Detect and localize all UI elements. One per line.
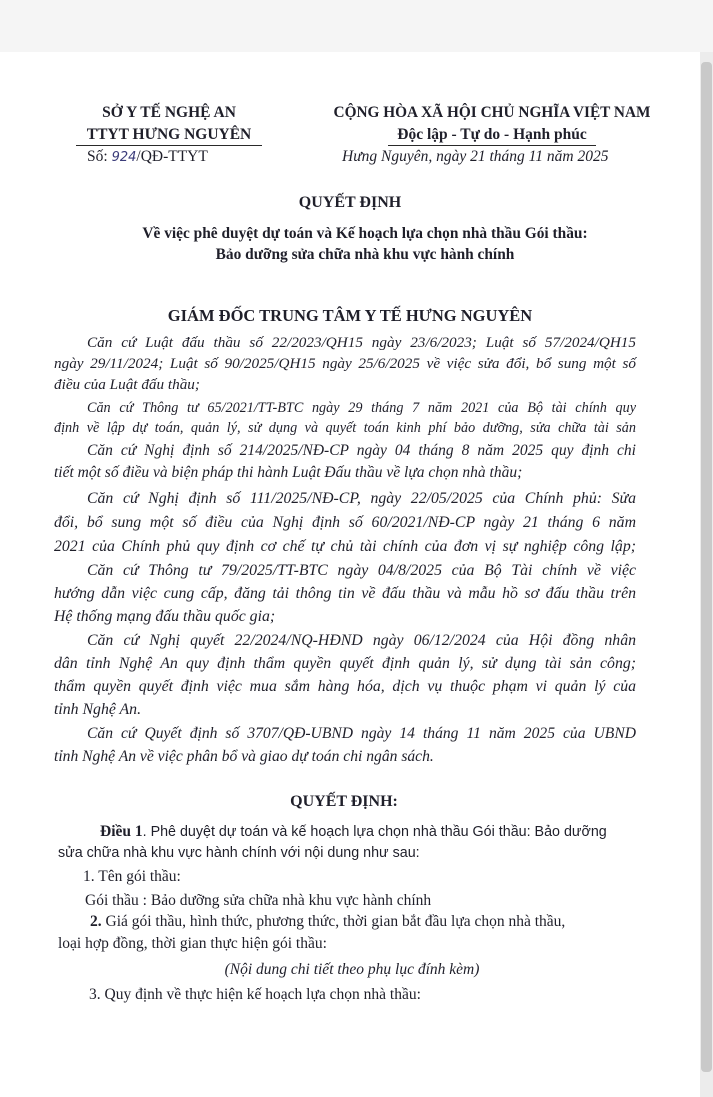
basis-line: thẩm quyền quyết định việc mua sắm hàng hóa, dịch vụ thuộc phạm vi quản lý của: [54, 678, 636, 695]
org-name: TTYT HƯNG NGUYÊN: [86, 126, 252, 143]
document-page: [0, 52, 700, 1097]
basis-line: Căn cứ Nghị quyết 22/2024/NQ-HĐND ngày 06/12/2024 của Hội đồng nhân: [87, 632, 636, 649]
place-date: Hưng Nguyên, ngày 21 tháng 11 năm 2025: [342, 148, 609, 165]
item-2-note: (Nội dung chi tiết theo phụ lục đính kèm): [224, 961, 480, 978]
decision-body-heading: QUYẾT ĐỊNH:: [290, 793, 398, 810]
basis-line: Căn cứ Nghị định số 214/2025/NĐ-CP ngày 04 tháng 8 năm 2025 quy định chi: [87, 442, 636, 459]
basis-line: tỉnh Nghệ An về việc phân bổ và giao dự toán chi ngân sách.: [54, 748, 434, 765]
doc-number-handwritten: 924: [111, 150, 137, 165]
viewer-top-bar: [0, 0, 713, 52]
article-1-text: . Phê duyệt dự toán và kế hoạch lựa chọn nhà thầu Gói thầu: Bảo dưỡng: [142, 824, 607, 840]
national-title: CỘNG HÒA XÃ HỘI CHỦ NGHĨA VIỆT NAM: [333, 104, 651, 121]
item-2-line2: loại hợp đồng, thời gian thực hiện gói thầu:: [58, 935, 327, 952]
decision-subject-line2: Bảo dưỡng sửa chữa nhà khu vực hành chính: [215, 246, 515, 263]
basis-circular-65: [54, 398, 636, 438]
basis-line: đổi, bổ sung một số điều của Nghị định số 60/2021/NĐ-CP ngày 21 tháng 6 năm: [54, 514, 636, 531]
vertical-scrollbar[interactable]: [700, 52, 713, 1097]
item-2-line1: [90, 913, 632, 931]
basis-line: định về lập dự toán, quản lý, sử dụng và quyết toán kinh phí bảo dưỡng, sửa chữa tài sản: [54, 420, 636, 436]
basis-decree-111: [54, 487, 636, 559]
item-3-title: 3. Quy định về thực hiện kế hoạch lựa chọn nhà thầu:: [89, 986, 421, 1003]
org-parent: SỞ Y TẾ NGHỆ AN: [102, 104, 236, 121]
basis-line: hướng dẫn việc cung cấp, đăng tải thông tin về đấu thầu và mẫu hồ sơ đấu thầu trên: [54, 585, 636, 602]
basis-line: Căn cứ Thông tư 65/2021/TT-BTC ngày 29 tháng 7 năm 2021 của Bộ tài chính quy: [87, 400, 636, 416]
issuing-authority: GIÁM ĐỐC TRUNG TÂM Y TẾ HƯNG NGUYÊN: [167, 306, 533, 325]
basis-decision-3707: [54, 722, 636, 768]
basis-law-on-bidding: [54, 332, 636, 395]
basis-line: điều của Luật đấu thầu;: [54, 376, 200, 393]
document-number: [87, 148, 208, 166]
basis-line: tỉnh Nghệ An.: [54, 701, 142, 718]
basis-line: tiết một số điều và biện pháp thi hành Luật Đấu thầu về lựa chọn nhà thầu;: [54, 464, 523, 481]
basis-resolution-22: [54, 629, 636, 721]
basis-line: dân tỉnh Nghệ An quy định thẩm quyền quyết định quản lý, sử dụng tài sản công;: [54, 655, 636, 672]
item-2-number: 2.: [90, 913, 102, 930]
national-motto: Độc lập - Tự do - Hạnh phúc: [397, 126, 587, 143]
item-2-text: Giá gói thầu, hình thức, phương thức, thời gian bắt đầu lựa chọn nhà thầu,: [101, 913, 566, 930]
basis-circular-79: [54, 559, 636, 628]
doc-number-suffix: /QĐ-TTYT: [136, 148, 208, 165]
decision-heading: QUYẾT ĐỊNH: [298, 194, 402, 211]
item-1-title: 1. Tên gói thầu:: [83, 868, 181, 885]
decision-subject-line1: Về việc phê duyệt dự toán và Kế hoạch lựa chọn nhà thầu Gói thầu:: [142, 225, 588, 242]
basis-line: Căn cứ Nghị định số 111/2025/NĐ-CP, ngày 22/05/2025 của Chính phủ: Sửa: [87, 490, 636, 507]
basis-decree-214: [54, 440, 636, 484]
basis-line: Căn cứ Luật đấu thầu số 22/2023/QH15 ngày 23/6/2023; Luật số 57/2024/QH15: [87, 334, 636, 351]
motto-underline: [388, 145, 596, 146]
basis-line: 2021 của Chính phủ quy định cơ chế tự chủ tài chính của đơn vị sự nghiệp công lập;: [54, 538, 636, 555]
org-underline: [76, 145, 262, 146]
basis-line: ngày 29/11/2024; Luật số 90/2025/QH15 ngày 25/6/2025 về việc sửa đổi, bổ sung một số: [54, 355, 636, 372]
article-1-line2: sửa chữa nhà khu vực hành chính với nội dung như sau:: [58, 845, 420, 861]
article-1-label: Điều 1: [100, 823, 143, 840]
basis-line: Căn cứ Quyết định số 3707/QĐ-UBND ngày 14 tháng 11 năm 2025 của UBND: [87, 725, 636, 742]
article-1-line1: [58, 823, 632, 841]
item-1-value: Gói thầu : Bảo dưỡng sửa chữa nhà khu vực hành chính: [85, 892, 432, 909]
scrollbar-thumb[interactable]: [701, 62, 712, 1072]
basis-line: Hệ thống mạng đấu thầu quốc gia;: [54, 608, 276, 625]
basis-line: Căn cứ Thông tư 79/2025/TT-BTC ngày 04/8/2025 của Bộ Tài chính về việc: [87, 562, 636, 579]
doc-number-prefix: Số:: [87, 148, 108, 165]
